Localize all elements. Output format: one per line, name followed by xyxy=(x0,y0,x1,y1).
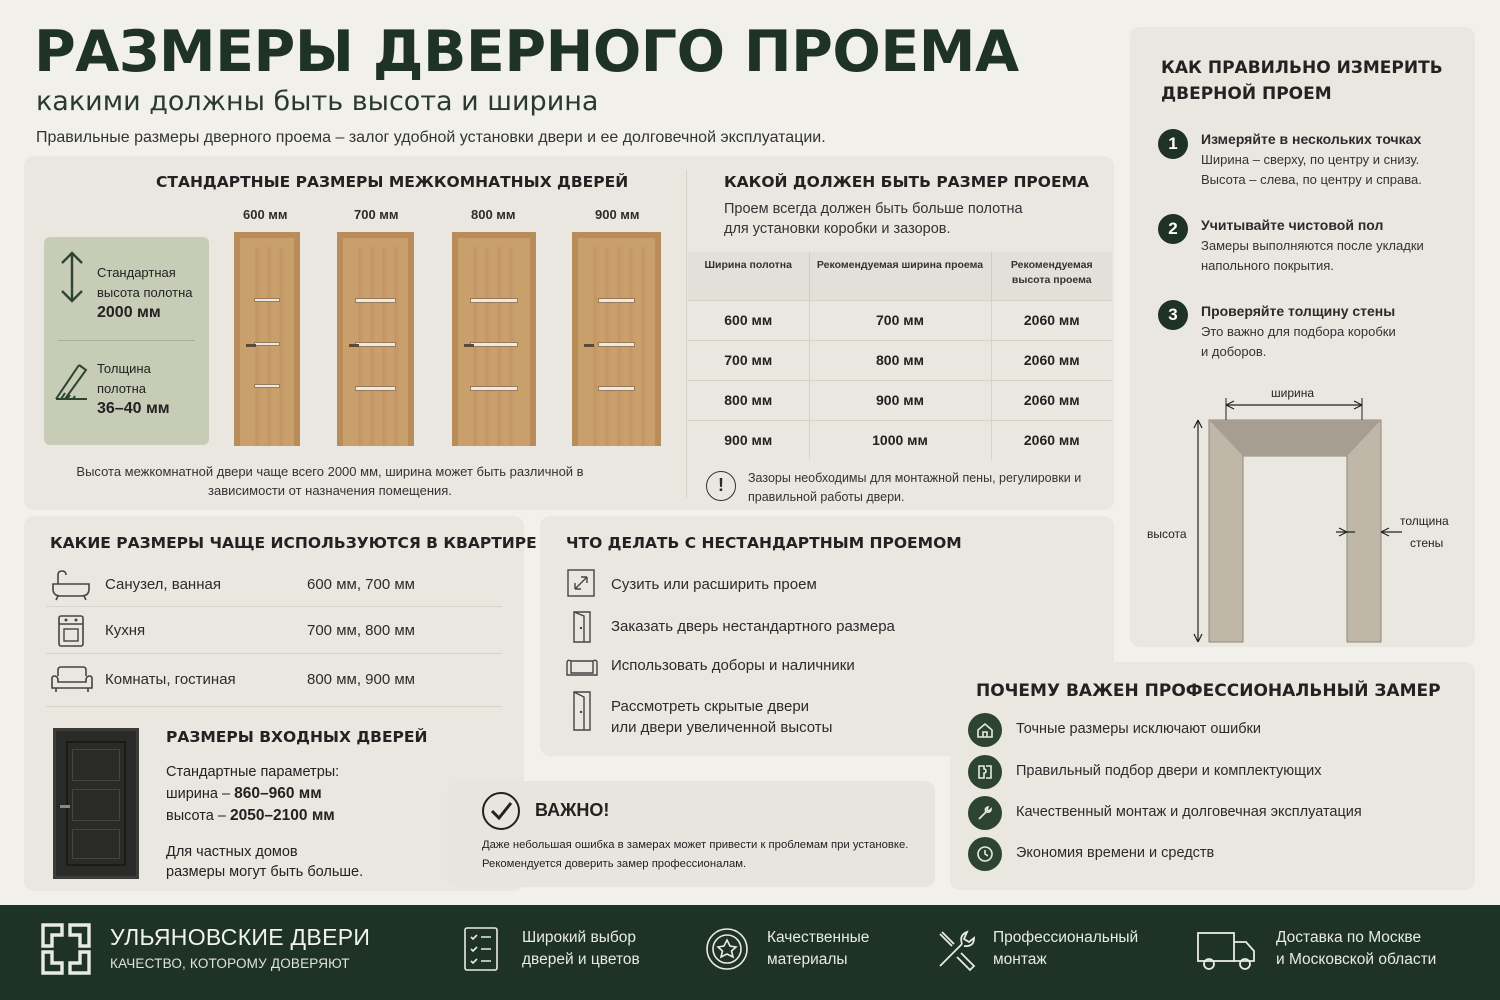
bathtub-icon xyxy=(50,568,92,607)
feature-line: Профессиональный xyxy=(993,929,1139,946)
door-illustration-600 xyxy=(234,232,300,446)
opening-size-table xyxy=(688,252,1112,460)
stove-icon xyxy=(57,614,85,653)
table-cell: 2060 мм xyxy=(991,380,1112,420)
table-row xyxy=(688,340,1112,380)
measure-step xyxy=(1201,129,1422,189)
table-cell: 800 мм xyxy=(809,340,991,380)
entrance-title: РАЗМЕРЫ ВХОДНЫХ ДВЕРЕЙ xyxy=(166,728,428,746)
ruler-angle-icon xyxy=(53,359,89,406)
room-size: 700 мм, 800 мм xyxy=(307,622,415,639)
table-cell: 700 мм xyxy=(809,300,991,340)
step-number: 2 xyxy=(1158,214,1188,244)
why-item: Правильный подбор двери и комплектующих xyxy=(1016,763,1322,779)
nonstandard-item-line: Рассмотреть скрытые двери xyxy=(611,698,810,715)
nonstandard-item xyxy=(611,696,832,738)
entrance-params xyxy=(166,762,339,828)
table-row xyxy=(688,420,1112,460)
step-title: Учитывайте чистовой пол xyxy=(1201,217,1384,233)
feature-line: Широкий выбор xyxy=(522,929,637,946)
door-icon xyxy=(570,610,594,649)
brand-name: УЛЬЯНОВСКИЕ ДВЕРИ xyxy=(110,924,371,950)
feature-line: материалы xyxy=(767,951,848,969)
feature-text xyxy=(522,927,640,972)
diagram-thickness-label: стены xyxy=(1410,536,1444,550)
opening-desc-line: для установки коробки и зазоров. xyxy=(724,221,951,238)
brand-logo-icon xyxy=(40,922,92,981)
wrench-icon xyxy=(968,796,1002,830)
measure-title-line: КАК ПРАВИЛЬНО ИЗМЕРИТЬ xyxy=(1161,58,1443,78)
step-number: 1 xyxy=(1158,129,1188,159)
ruler-house-icon xyxy=(968,713,1002,747)
entrance-width-value: 860–960 мм xyxy=(234,785,322,803)
entrance-height-label: высота – xyxy=(166,808,230,825)
separator xyxy=(46,606,502,607)
apartment-title: КАКИЕ РАЗМЕРЫ ЧАЩЕ ИСПОЛЬЗУЮТСЯ В КВАРТИРЕ xyxy=(50,534,537,552)
clock-icon xyxy=(968,837,1002,871)
trim-icon xyxy=(565,653,599,684)
exclamation-icon: ! xyxy=(706,471,736,501)
brand-tagline: КАЧЕСТВО, КОТОРОМУ ДОВЕРЯЮТ xyxy=(110,956,350,971)
step-text: Это важно для подбора коробки xyxy=(1201,324,1396,339)
quality-badge-icon xyxy=(703,924,751,979)
nonstandard-item: Сузить или расширить проем xyxy=(611,576,817,593)
feature-text xyxy=(767,927,869,972)
feature-line: Доставка по Москве xyxy=(1276,929,1422,946)
measure-step xyxy=(1201,215,1424,275)
nonstandard-item-line: или двери увеличенной высоты xyxy=(611,719,833,736)
table-row xyxy=(688,300,1112,340)
sofa-icon xyxy=(50,664,94,699)
table-cell: 1000 мм xyxy=(809,420,991,460)
measure-title xyxy=(1161,56,1443,107)
step-text: и доборов. xyxy=(1201,343,1267,359)
table-cell: 700 мм xyxy=(688,340,809,380)
step-number: 3 xyxy=(1158,300,1188,330)
entrance-width-label: ширина – xyxy=(166,786,235,803)
table-cell: 600 мм xyxy=(688,300,809,340)
nonstandard-item: Использовать доборы и наличники xyxy=(611,657,855,674)
important-text-line: Рекомендуется доверить замер профессионалам. xyxy=(482,858,747,871)
separator xyxy=(46,653,502,654)
tools-icon xyxy=(934,926,980,977)
vertical-arrow-icon xyxy=(58,251,86,308)
step-text: Ширина – сверху, по центру и снизу. xyxy=(1201,152,1420,167)
feature-line: монтаж xyxy=(993,951,1047,969)
feature-line: Качественные xyxy=(767,929,870,946)
table-cell: 900 мм xyxy=(809,380,991,420)
page-title: РАЗМЕРЫ ДВЕРНОГО ПРОЕМА xyxy=(34,19,1019,85)
step-title: Измеряйте в нескольких точках xyxy=(1201,131,1422,147)
diagram-height-label: высота xyxy=(1147,527,1187,541)
feature-text xyxy=(993,927,1138,972)
page-lead: Правильные размеры дверного проема – залог удобной установки двери и ее долговечной эксплуатации. xyxy=(36,129,826,146)
standard-title: СТАНДАРТНЫЕ РАЗМЕРЫ МЕЖКОМНАТНЫХ ДВЕРЕЙ xyxy=(156,173,629,191)
truck-icon xyxy=(1195,928,1259,977)
important-text xyxy=(482,836,908,874)
room-name: Комнаты, гостиная xyxy=(105,671,236,688)
step-title: Проверяйте толщину стены xyxy=(1201,303,1396,319)
divider xyxy=(686,170,687,498)
door-width-label: 900 мм xyxy=(595,207,640,222)
entrance-note-line: Для частных домов xyxy=(166,844,298,860)
door-width-label: 700 мм xyxy=(354,207,399,222)
table-cell: 2060 мм xyxy=(991,420,1112,460)
nonstandard-item: Заказать дверь нестандартного размера xyxy=(611,618,895,635)
entrance-note xyxy=(166,842,363,883)
table-cell: 900 мм xyxy=(688,420,809,460)
hidden-door-icon xyxy=(570,690,594,737)
door-illustration-800 xyxy=(452,232,536,446)
separator xyxy=(46,706,502,707)
important-title: ВАЖНО! xyxy=(535,800,610,820)
puzzle-icon xyxy=(968,755,1002,789)
column-header: Рекомендуемая ширина проема xyxy=(809,252,991,300)
separator xyxy=(58,340,195,341)
door-width-label: 800 мм xyxy=(471,207,516,222)
thickness-value: 36–40 мм xyxy=(97,400,170,417)
why-item: Качественный монтаж и долговечная эксплуатация xyxy=(1016,804,1362,820)
height-value: 2000 мм xyxy=(97,304,161,321)
page-subtitle: какими должны быть высота и ширина xyxy=(36,86,599,117)
feature-line: и Московской области xyxy=(1276,951,1437,969)
thickness-label: Толщина полотна xyxy=(97,361,151,397)
measure-step xyxy=(1201,301,1396,361)
room-name: Кухня xyxy=(105,622,146,639)
entrance-height-value: 2050–2100 мм xyxy=(229,807,335,825)
step-text: Замеры выполняются после укладки xyxy=(1201,238,1424,253)
diagram-thickness-label: толщина xyxy=(1400,514,1449,528)
feature-line: дверей и цветов xyxy=(522,951,640,969)
footer-bar xyxy=(0,905,1500,1000)
column-header: Ширина полотна xyxy=(688,252,809,300)
resize-icon xyxy=(566,568,596,603)
room-size: 800 мм, 900 мм xyxy=(307,671,415,688)
table-cell: 2060 мм xyxy=(991,300,1112,340)
catalog-icon xyxy=(462,925,500,978)
why-title: ПОЧЕМУ ВАЖЕН ПРОФЕССИОНАЛЬНЫЙ ЗАМЕР xyxy=(976,681,1441,701)
step-text: напольного покрытия. xyxy=(1201,257,1334,273)
opening-desc xyxy=(724,199,1023,240)
room-size: 600 мм, 700 мм xyxy=(307,576,415,593)
important-text-line: Даже небольшая ошибка в замерах может привести к проблемам при установке. xyxy=(482,839,909,851)
step-text: Высота – слева, по центру и справа. xyxy=(1201,171,1422,187)
entrance-params-label: Стандартные параметры: xyxy=(166,764,340,780)
height-label: Стандартная высота полотна xyxy=(97,265,193,301)
feature-text xyxy=(1276,927,1436,972)
table-cell: 2060 мм xyxy=(991,340,1112,380)
opening-title: КАКОЙ ДОЛЖЕН БЫТЬ РАЗМЕР ПРОЕМА xyxy=(724,173,1089,191)
door-width-label: 600 мм xyxy=(243,207,288,222)
entrance-door-illustration xyxy=(53,728,139,879)
entrance-note-line: размеры могут быть больше. xyxy=(166,864,364,881)
opening-desc-line: Проем всегда должен быть больше полотна xyxy=(724,201,1023,217)
column-header: Рекомендуемая высота проема xyxy=(991,252,1112,300)
check-circle-icon xyxy=(481,791,521,836)
standard-params-box xyxy=(44,237,209,445)
door-illustration-700 xyxy=(337,232,414,446)
room-name: Санузел, ванная xyxy=(105,576,221,593)
standard-note: Высота межкомнатной двери чаще всего 2000 мм, ширина может быть различной в зависимости от назначения помещения. xyxy=(76,464,584,498)
measure-title-line: ДВЕРНОЙ ПРОЕМ xyxy=(1161,83,1332,104)
table-row xyxy=(688,380,1112,420)
door-illustration-900 xyxy=(572,232,661,446)
why-item: Точные размеры исключают ошибки xyxy=(1016,721,1261,737)
table-cell: 800 мм xyxy=(688,380,809,420)
diagram-width-label: ширина xyxy=(1271,386,1315,400)
nonstandard-title: ЧТО ДЕЛАТЬ С НЕСТАНДАРТНЫМ ПРОЕМОМ xyxy=(566,534,962,552)
why-item: Экономия времени и средств xyxy=(1016,845,1215,861)
opening-note: Зазоры необходимы для монтажной пены, регулировки и правильной работы двери. xyxy=(748,471,1082,504)
